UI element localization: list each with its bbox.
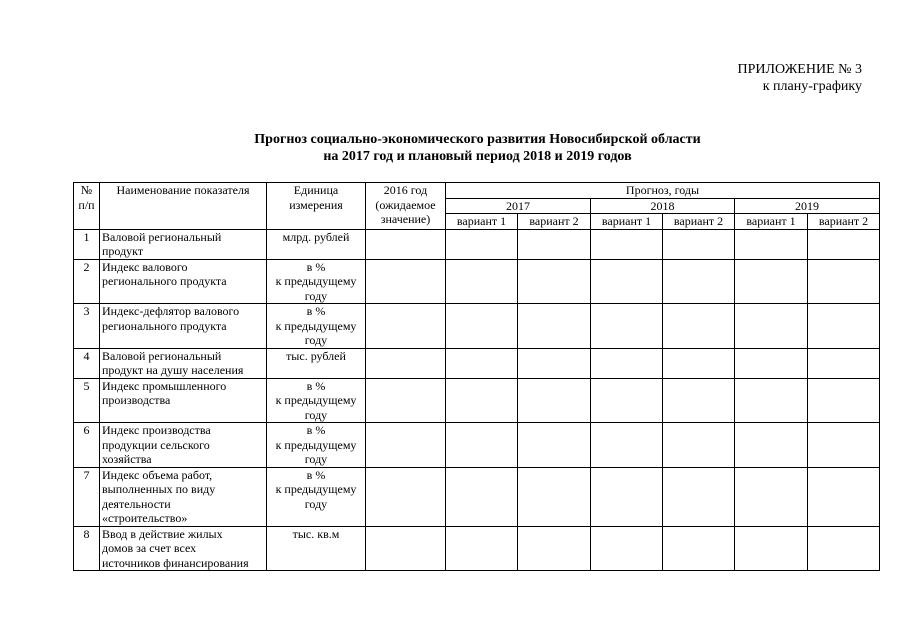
header-variant-2: вариант 2 [808,214,880,230]
row-number: 5 [74,378,100,423]
row-number: 7 [74,467,100,526]
header-base-line3: значение) [380,212,431,226]
forecast-value-cell [446,348,518,378]
row-number: 8 [74,526,100,571]
forecast-value-cell [518,423,591,468]
header-name: Наименование показателя [100,183,267,230]
base-year-value-cell [366,467,446,526]
forecast-value-cell [735,526,808,571]
forecast-value-cell [591,378,663,423]
unit-line: году [304,496,328,511]
forecast-value-cell [735,229,808,259]
unit-line: к предыдущему [275,274,357,288]
header-variant-2: вариант 2 [518,214,591,230]
forecast-value-cell [446,467,518,526]
forecast-value-cell [518,348,591,378]
table-row [74,423,880,468]
header-year-2019: 2019 [735,198,880,214]
unit-line: к предыдущему [275,318,357,333]
indicator-name-line: производства [102,393,171,407]
forecast-value-cell [735,304,808,349]
table-row [74,229,880,259]
forecast-value-cell [591,229,663,259]
header-variant-1: вариант 1 [446,214,518,230]
table-row [74,526,880,571]
header-num-line1: № [80,183,93,197]
forecast-value-cell [735,378,808,423]
indicator-name-line: продукт на душу населения [102,363,244,377]
forecast-value-cell [518,229,591,259]
header-base-year [366,183,446,230]
header-num-line2: п/п [78,197,95,212]
table-row [74,467,880,526]
unit-line: в % [306,304,326,318]
forecast-value-cell [591,526,663,571]
forecast-value-cell [808,378,880,423]
indicator-name-line: Индекс производства [102,423,211,437]
indicator-name-line: продукт [102,244,144,258]
base-year-value-cell [366,526,446,571]
forecast-value-cell [808,229,880,259]
forecast-value-cell [518,259,591,304]
appendix-number: ПРИЛОЖЕНИЕ № 3 [737,62,862,77]
unit-of-measure [267,467,366,526]
header-base-line1: 2016 год [383,183,428,197]
table-body [74,229,880,571]
forecast-value-cell [446,304,518,349]
unit-line: году [304,333,328,347]
unit-line: году [304,452,328,466]
table-header [74,183,880,230]
unit-line: году [304,288,328,303]
forecast-value-cell [663,304,735,349]
indicator-name-line: Валовой региональный [102,348,222,363]
title-line-2: на 2017 год и плановый период 2018 и 2019 годов [323,149,632,164]
unit-line: в % [306,467,326,482]
header-unit-line1: Единица [293,183,339,197]
forecast-value-cell [735,467,808,526]
unit-line: тыс. рублей [286,348,346,363]
unit-line: в % [306,259,326,274]
forecast-value-cell [591,348,663,378]
row-number: 1 [74,229,100,259]
forecast-value-cell [663,259,735,304]
header-variant-1: вариант 1 [735,214,808,230]
unit-of-measure [267,526,366,571]
table-row [74,378,880,423]
table-row [74,259,880,304]
header-unit-line2: измерения [289,197,343,212]
forecast-value-cell [735,423,808,468]
indicator-name-line: регионального продукта [102,318,227,333]
unit-line: к предыдущему [275,482,357,496]
table-row [74,348,880,378]
document-title [0,131,905,165]
forecast-value-cell [735,348,808,378]
forecast-value-cell [518,378,591,423]
indicator-name-line: продукции сельского [102,437,210,452]
indicator-name [100,259,267,304]
forecast-value-cell [518,526,591,571]
forecast-value-cell [808,259,880,304]
row-number: 2 [74,259,100,304]
unit-line: тыс. кв.м [292,526,340,541]
indicator-name-line: Индекс-дефлятор валового [102,304,240,318]
indicator-name [100,423,267,468]
forecast-value-cell [518,304,591,349]
title-line-1: Прогноз социально-экономического развития Новосибирской области [254,132,701,147]
forecast-table [73,182,880,571]
forecast-value-cell [446,526,518,571]
forecast-value-cell [663,467,735,526]
header-unit [267,183,366,230]
forecast-value-cell [591,423,663,468]
unit-of-measure [267,304,366,349]
indicator-name [100,348,267,378]
unit-line: к предыдущему [275,393,357,407]
appendix-label [738,61,863,95]
forecast-value-cell [808,304,880,349]
unit-of-measure [267,423,366,468]
forecast-value-cell [808,348,880,378]
indicator-name-line: Индекс объема работ, [102,467,213,482]
appendix-reference: к плану-графику [762,79,862,94]
unit-line: млрд. рублей [282,229,350,244]
indicator-name-line: регионального продукта [102,274,227,288]
forecast-value-cell [808,423,880,468]
row-number: 3 [74,304,100,349]
indicator-name-line: Ввод в действие жилых [102,526,223,541]
forecast-value-cell [518,467,591,526]
unit-of-measure [267,378,366,423]
unit-of-measure [267,348,366,378]
row-number: 4 [74,348,100,378]
base-year-value-cell [366,259,446,304]
forecast-value-cell [663,526,735,571]
base-year-value-cell [366,378,446,423]
forecast-value-cell [446,423,518,468]
unit-of-measure [267,229,366,259]
forecast-value-cell [808,467,880,526]
indicator-name-line: Индекс валового [102,259,188,274]
unit-line: в % [306,423,326,437]
header-base-line2: (ожидаемое [375,197,436,212]
indicator-name-line: деятельности [102,496,171,511]
indicator-name-line: Индекс промышленного [102,378,227,393]
indicator-name-line: домов за счет всех [102,541,197,555]
unit-line: в % [306,378,326,393]
unit-of-measure [267,259,366,304]
forecast-value-cell [663,423,735,468]
indicator-name [100,526,267,571]
indicator-name [100,467,267,526]
base-year-value-cell [366,423,446,468]
header-forecast: Прогноз, годы [446,183,880,199]
forecast-value-cell [808,526,880,571]
row-number: 6 [74,423,100,468]
base-year-value-cell [366,348,446,378]
table-row [74,304,880,349]
header-variant-1: вариант 1 [591,214,663,230]
indicator-name-line: источников финансирования [102,555,249,570]
indicator-name [100,304,267,349]
indicator-name [100,378,267,423]
unit-line: году [304,407,328,422]
forecast-value-cell [663,378,735,423]
base-year-value-cell [366,229,446,259]
forecast-value-cell [446,378,518,423]
unit-line: к предыдущему [275,437,357,452]
header-year-2017: 2017 [446,198,591,214]
indicator-name-line: выполненных по виду [102,482,216,496]
header-variant-2: вариант 2 [663,214,735,230]
forecast-value-cell [663,348,735,378]
forecast-value-cell [591,304,663,349]
base-year-value-cell [366,304,446,349]
forecast-value-cell [735,259,808,304]
forecast-value-cell [446,229,518,259]
indicator-name [100,229,267,259]
indicator-name-line: хозяйства [102,452,152,466]
indicator-name-line: Валовой региональный [102,229,222,244]
header-year-2018: 2018 [591,198,735,214]
indicator-name-line: «строительство» [102,511,188,525]
forecast-value-cell [446,259,518,304]
header-num [74,183,100,230]
forecast-value-cell [663,229,735,259]
forecast-value-cell [591,467,663,526]
forecast-value-cell [591,259,663,304]
